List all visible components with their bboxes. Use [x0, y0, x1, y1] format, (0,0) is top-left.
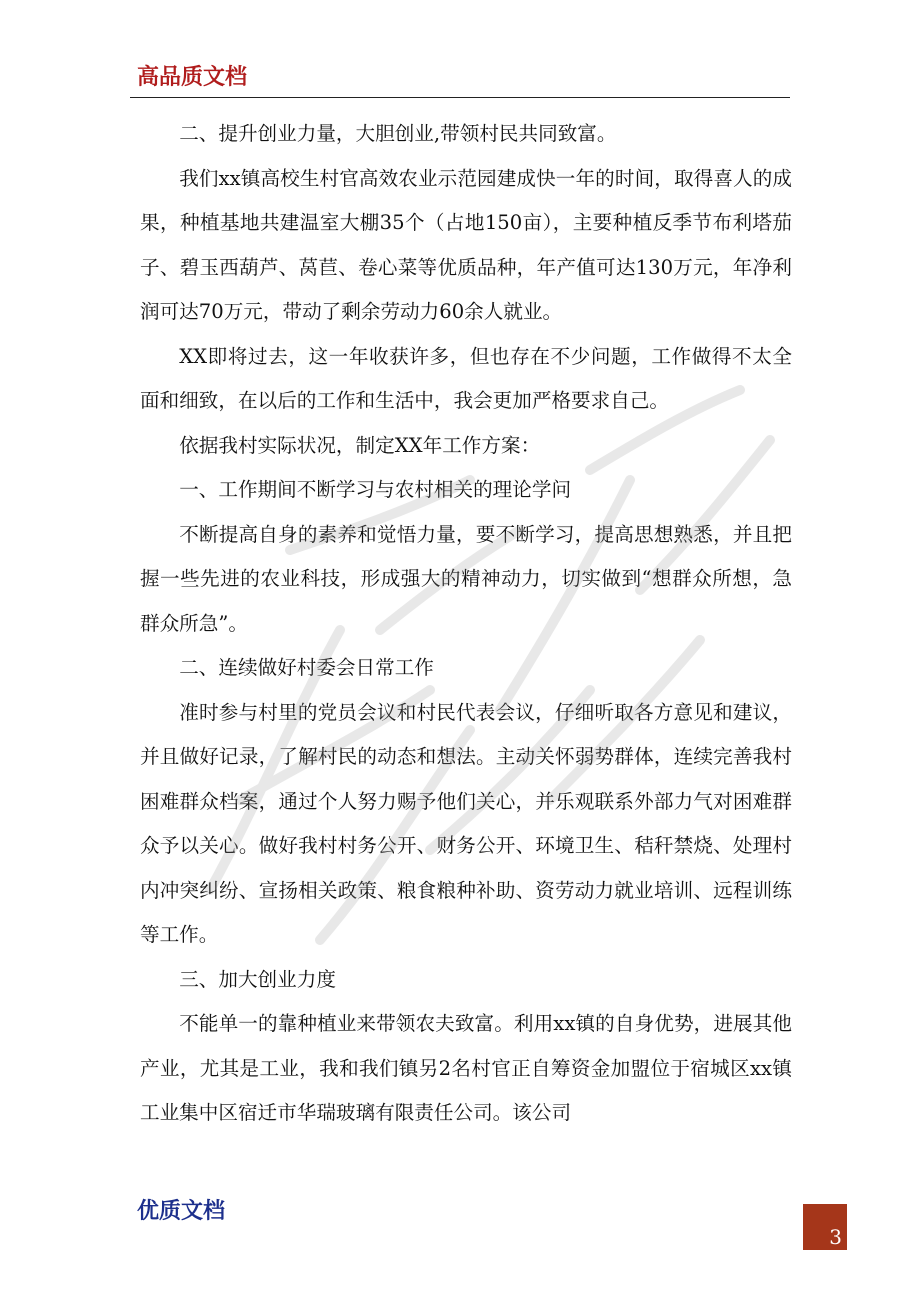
paragraph: 一、工作期间不断学习与农村相关的理论学问 [179, 478, 572, 501]
paragraph: 依据我村实际状况，制定XX年工作方案： [179, 433, 541, 457]
header-title: 高品质文档 [137, 65, 248, 90]
header-divider [130, 97, 790, 98]
document-body [140, 112, 792, 1136]
paragraph: 二、提升创业力量，大胆创业,带领村民共同致富。 [179, 122, 617, 145]
paragraph: 不断提高自身的素养和觉悟力量，要不断学习，提高思想熟悉，并且把握一些先进的农业科技，形成强大的精神动力，切实做到“想群众所想，急群众所急”。 [140, 522, 792, 635]
footer-title: 优质文档 [137, 1199, 226, 1224]
paragraph: 不能单一的靠种植业来带领农夫致富。利用xx镇的自身优势，进展其他产业，尤其是工业，我和我们镇另2名村官正自筹资金加盟位于宿城区xx镇工业集中区宿迁市华瑞玻璃有限责任公司。该公司 [140, 1012, 792, 1124]
page-number-badge: 3 [803, 1204, 847, 1250]
paragraph: 准时参与村里的党员会议和村民代表会议，仔细听取各方意见和建议，并且做好记录，了解村民的动态和想法。主动关怀弱势群体，连续完善我村困难群众档案，通过个人努力赐予他们关心，并乐观联系外部力气对困难群众予以关心。做好我村村务公开、财务公开、环境卫生、秸秆禁烧、处理村内冲突纠纷、宣扬相关政策、粮食粮种补助、资劳动力就业培训、远程训练等工作。 [140, 700, 792, 946]
paragraph: 二、连续做好村委会日常工作 [179, 656, 434, 679]
paragraph: 我们xx镇高校生村官高效农业示范园建成快一年的时间，取得喜人的成果，种植基地共建温室大棚35个（占地150亩），主要种植反季节布利塔茄子、碧玉西葫芦、莴苣、卷心菜等优质品种，年产值可达130万元，年净利润可达70万元，带动了剩余劳动力60余人就业。 [140, 166, 792, 323]
paragraph: XX即将过去，这一年收获许多，但也存在不少问题，工作做得不太全面和细致，在以后的工作和生活中，我会更加严格要求自己。 [140, 344, 792, 412]
paragraph: 三、加大创业力度 [179, 967, 336, 991]
